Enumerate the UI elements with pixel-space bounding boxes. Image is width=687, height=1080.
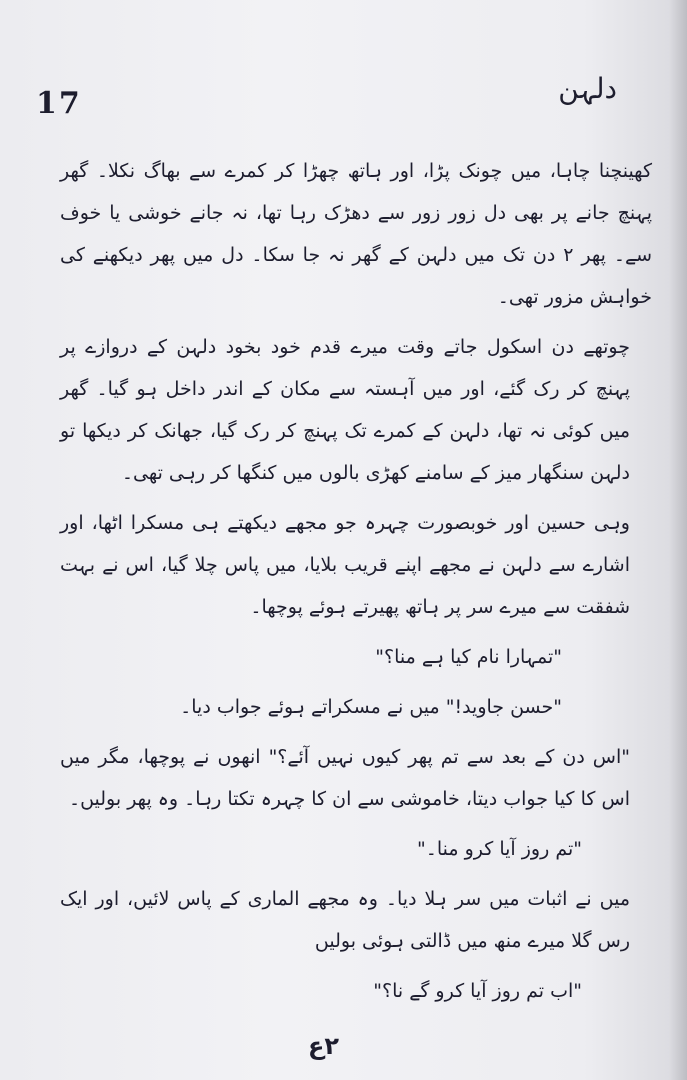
- dialogue-line: "تمہارا نام کیا ہے منا؟": [375, 646, 562, 668]
- paragraph: میں نے اثبات میں سر ہلا دیا۔ وہ مجھے الماری کے پاس لائیں، اور ایک رس گلا میرے منھ میں ڈالتی ہوئی بولیں: [60, 888, 630, 952]
- body-text: [60, 150, 652, 1020]
- paragraph: چوتھے دن اسکول جاتے وقت میرے قدم خود بخود دلہن کے دروازے پر پہنچ کر رک گئے، اور میں آہستہ سے مکان کے اندر داخل ہو گیا۔ گھر میں کوئی نہ تھا، دلہن کے کمرے تک پہنچ کر رک گیا، جھانک کر دیکھا تو دلہن سنگھار میز کے سامنے کھڑی بالوں میں کنگھا کر رہی تھی۔: [60, 336, 630, 484]
- running-title: دلہن: [558, 72, 617, 105]
- signature-marker: ۲ع: [308, 1032, 340, 1060]
- paragraph: "اس دن کے بعد سے تم پھر کیوں نہیں آئے؟" انھوں نے پوچھا، مگر میں اس کا کیا جواب دیتا، خاموشی سے ان کا چہرہ تکتا رہا۔ وہ پھر بولیں۔: [60, 746, 630, 810]
- page-spine-shadow: [669, 0, 687, 1080]
- page-number: 17: [36, 86, 82, 121]
- dialogue-line: "تم روز آیا کرو منا۔": [417, 838, 582, 860]
- dialogue-line: "اب تم روز آیا کرو گے نا؟": [373, 980, 582, 1002]
- paragraph: وہی حسین اور خوبصورت چہرہ جو مجھے دیکھتے ہی مسکرا اٹھا، اور اشارے سے دلہن نے مجھے اپنے قریب بلایا، میں پاس چلا گیا، اس نے بہت شفقت سے میرے سر پر ہاتھ پھیرتے ہوئے پوچھا۔: [60, 512, 630, 618]
- paragraph: کھینچنا چاہا، میں چونک پڑا، اور ہاتھ چھڑا کر کمرے سے بھاگ نکلا۔ گھر پہنچ جانے پر بھی دل زور زور سے دھڑک رہا تھا، نہ جانے خوشی یا خوف سے۔ پھر ۲ دن تک میں دلہن کے گھر نہ جا سکا۔ دل میں پھر دیکھنے کی خواہش مزور تھی۔: [60, 160, 653, 308]
- dialogue-line: "حسن جاوید!" میں نے مسکراتے ہوئے جواب دیا۔: [180, 696, 562, 718]
